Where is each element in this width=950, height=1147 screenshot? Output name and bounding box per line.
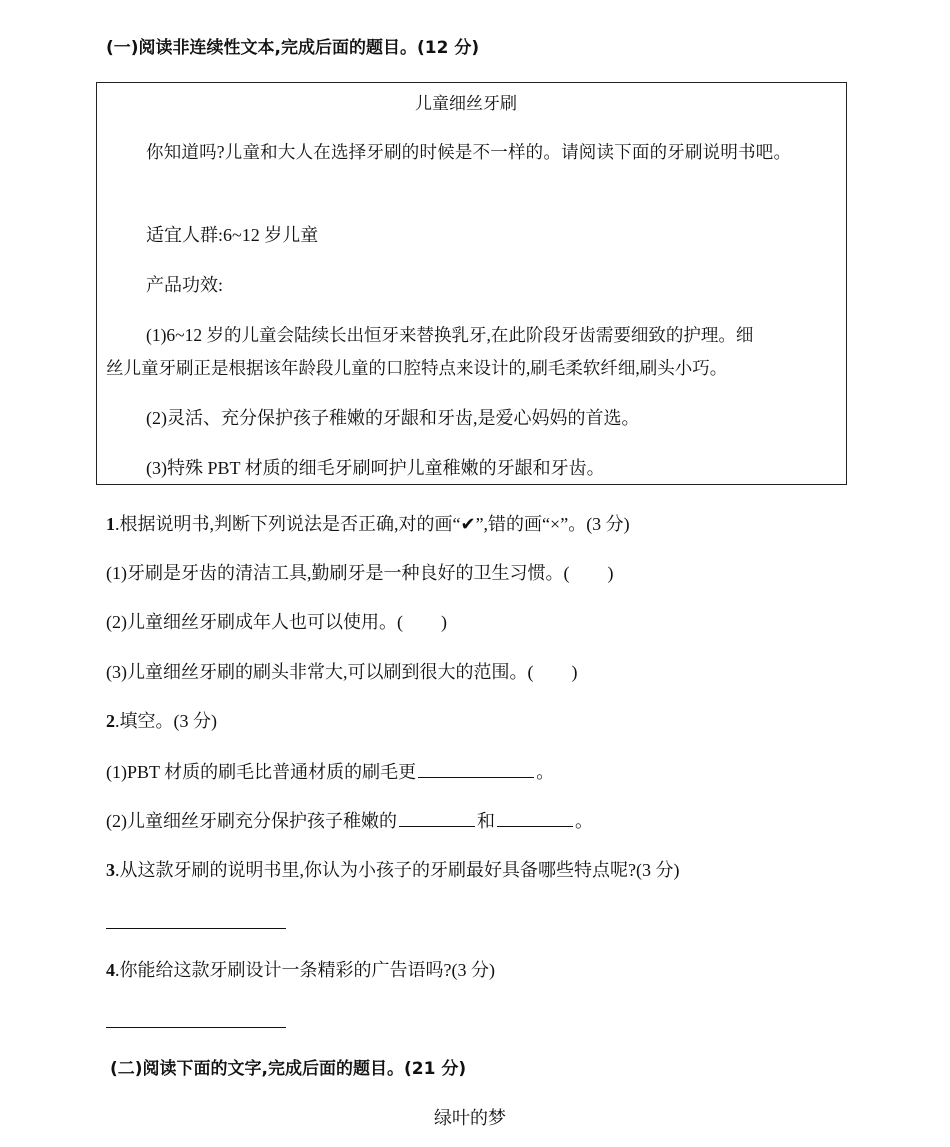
passage-title: 绿叶的梦 <box>434 1108 506 1128</box>
fill-blank-1[interactable] <box>418 759 534 778</box>
fill-blank-2[interactable] <box>399 808 475 827</box>
question-2-number: 2 <box>106 711 115 731</box>
question-1-text: .根据说明书,判断下列说法是否正确,对的画“✔”,错的画“×”。(3 分) <box>115 514 630 534</box>
question-2-item-1 <box>106 759 554 784</box>
question-2-text: .填空。(3 分) <box>115 711 217 731</box>
question-1-number: 1 <box>106 514 115 534</box>
manual-effect-1-line-2: 丝儿童牙刷正是根据该年龄段儿童的口腔特点来设计的,刷毛柔软纤细,刷头小巧。 <box>106 358 728 378</box>
question-1-item-1-close: ) <box>607 563 614 583</box>
fill-blank-3[interactable] <box>497 808 573 827</box>
question-2-item-1-text: (1)PBT 材质的刷毛比普通材质的刷毛更 <box>106 762 417 782</box>
section-1-heading: (一)阅读非连续性文本,完成后面的题目。(12 分) <box>106 38 480 58</box>
manual-effect-2: (2)灵活、充分保护孩子稚嫩的牙龈和牙齿,是爱心妈妈的首选。 <box>146 408 640 428</box>
question-3-number: 3 <box>106 860 115 880</box>
question-4-text: .你能给这款牙刷设计一条精彩的广告语吗?(3 分) <box>115 960 495 980</box>
question-2-item-2-end: 。 <box>575 811 593 831</box>
manual-audience: 适宜人群:6~12 岁儿童 <box>146 225 319 245</box>
answer-line-3[interactable] <box>106 928 286 929</box>
manual-effect-1-line-1: (1)6~12 岁的儿童会陆续长出恒牙来替换乳牙,在此阶段牙齿需要细致的护理。细 <box>146 325 754 345</box>
manual-effect-3: (3)特殊 PBT 材质的细毛牙刷呵护儿童稚嫩的牙龈和牙齿。 <box>146 458 605 478</box>
question-1-item-3-text: (3)儿童细丝牙刷的刷头非常大,可以刷到很大的范围。( <box>106 662 534 682</box>
manual-title: 儿童细丝牙刷 <box>415 94 517 114</box>
question-1-item-3 <box>106 660 577 684</box>
question-2-item-2 <box>106 808 593 833</box>
question-3 <box>106 858 679 882</box>
manual-intro: 你知道吗?儿童和大人在选择牙刷的时候是不一样的。请阅读下面的牙刷说明书吧。 <box>146 142 792 162</box>
question-2-item-1-end: 。 <box>536 762 555 782</box>
answer-line-4[interactable] <box>106 1027 286 1028</box>
question-1-item-2 <box>106 610 447 634</box>
question-1 <box>106 512 630 536</box>
question-2-item-2-text: (2)儿童细丝牙刷充分保护孩子稚嫩的 <box>106 811 397 831</box>
question-1-item-1-text: (1)牙刷是牙齿的清洁工具,勤刷牙是一种良好的卫生习惯。( <box>106 563 570 583</box>
manual-effects-label: 产品功效: <box>146 275 224 295</box>
question-2 <box>106 709 217 733</box>
question-4-number: 4 <box>106 960 115 980</box>
question-1-item-1 <box>106 561 613 585</box>
question-3-text: .从这款牙刷的说明书里,你认为小孩子的牙刷最好具备哪些特点呢?(3 分) <box>115 860 680 880</box>
question-1-item-3-close: ) <box>571 662 578 682</box>
question-2-item-2-mid: 和 <box>477 811 495 831</box>
section-2-heading: (二)阅读下面的文字,完成后面的题目。(21 分) <box>110 1059 467 1079</box>
question-1-item-2-text: (2)儿童细丝牙刷成年人也可以使用。( <box>106 612 403 632</box>
question-1-item-2-close: ) <box>440 612 447 632</box>
question-4 <box>106 958 495 982</box>
